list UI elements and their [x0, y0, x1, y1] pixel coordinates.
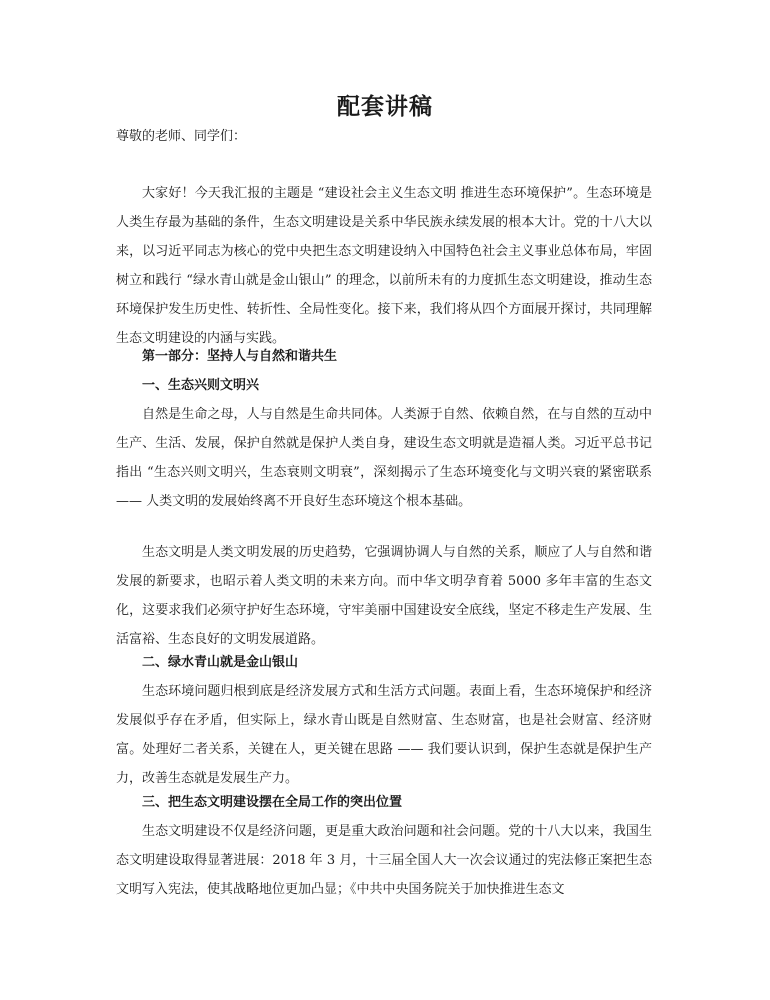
intro-paragraph: 大家好！今天我汇报的主题是 “建设社会主义生态文明 推进生态环境保护”。生态环境是人类生存最为基础的条件，生态文明建设是关系中华民族永续发展的根本大计。党的十八大以来，以习近平同志为核心的党中央把生态文明建设纳入中国特色社会主义事业总体布局，牢固树立和践行 “绿水青山就是金山银山” 的理念，以前所未有的力度抓生态文明建设，推动生态环境保护发生历史性、转折性、全局性变化。接下来，我们将从四个方面展开探讨，共同理解生态文明建设的内涵与实践。	[116, 186, 652, 346]
section3-heading: 三、把生态文明建设摆在全局工作的突出位置	[142, 795, 403, 810]
greeting: 尊敬的老师、同学们：	[116, 129, 247, 144]
section3-paragraph-1: 生态文明建设不仅是经济问题，更是重大政治问题和社会问题。党的十八大以来，我国生态文明建设取得显著进展：2018 年 3 月，十三届全国人大一次会议通过的宪法修正案把生态文明写入宪法，使其战略地位更加凸显；《中共中央国务院关于加快推进生态文	[116, 824, 652, 897]
part1-heading: 第一部分：坚持人与自然和谐共生	[142, 349, 338, 364]
section1-paragraph-1: 自然是生命之母，人与自然是生命共同体。人类源于自然、依赖自然，在与自然的互动中生产、生活、发展，保护自然就是保护人类自身，建设生态文明就是造福人类。习近平总书记指出 “生态兴则文明兴，生态衰则文明衰”，深刻揭示了生态环境变化与文明兴衰的紧密联系 —— 人类文明的发展始终离不开良好生态环境这个根本基础。	[116, 407, 652, 509]
page-title: 配套讲稿	[337, 93, 433, 120]
section2-heading: 二、绿水青山就是金山银山	[142, 655, 299, 670]
section1-heading: 一、生态兴则文明兴	[142, 378, 260, 393]
section2-paragraph-1: 生态环境问题归根到底是经济发展方式和生活方式问题。表面上看，生态环境保护和经济发展似乎存在矛盾，但实际上，绿水青山既是自然财富、生态财富，也是社会财富、经济财富。处理好二者关系，关键在人，更关键在思路 —— 我们要认识到，保护生态就是保护生产力，改善生态就是发展生产力。	[116, 684, 652, 786]
section1-paragraph-2: 生态文明是人类文明发展的历史趋势，它强调协调人与自然的关系，顺应了人与自然和谐发展的新要求，也昭示着人类文明的未来方向。而中华文明孕育着 5000 多年丰富的生态文化，这要求我们必须守护好生态环境，守牢美丽中国建设安全底线，坚定不移走生产发展、生活富裕、生态良好的文明发展道路。	[116, 545, 652, 647]
